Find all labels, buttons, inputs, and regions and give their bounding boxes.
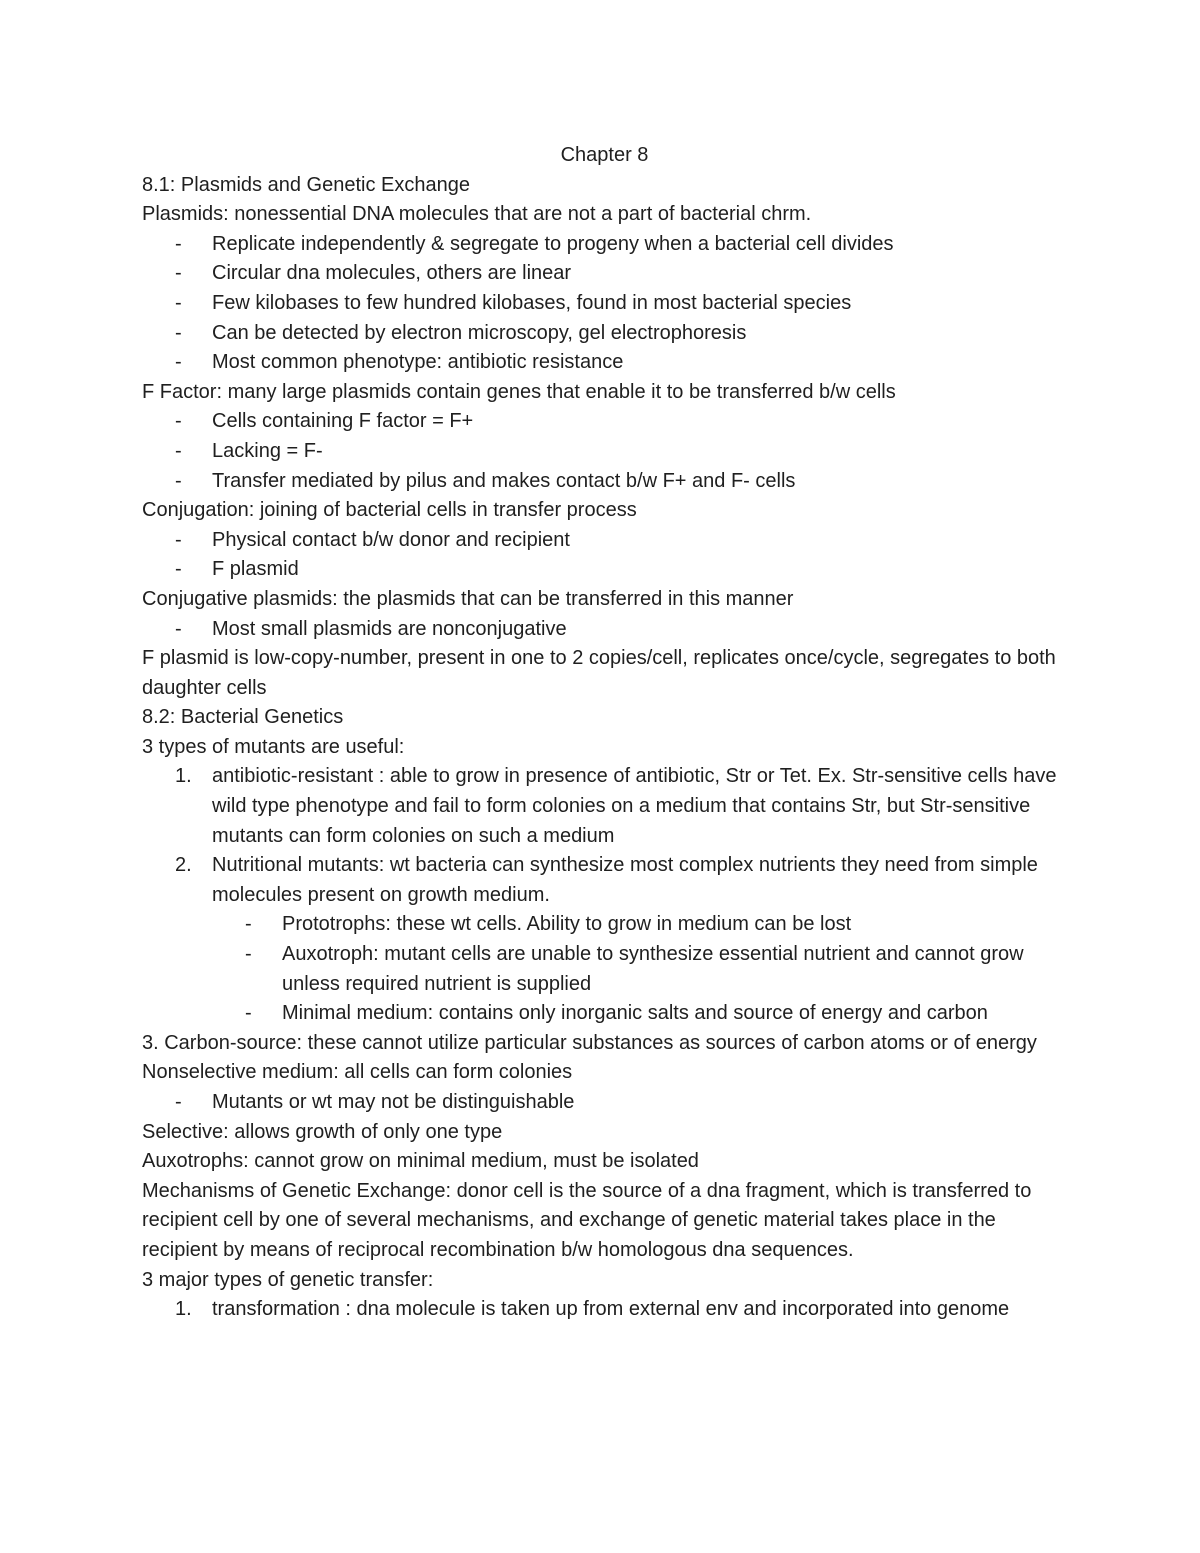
bullet-marker: - <box>175 528 182 551</box>
numbered-item <box>142 762 1067 851</box>
notes-list <box>142 171 1067 1325</box>
bullet-text: F plasmid <box>212 558 299 581</box>
paragraph: Conjugation: joining of bacterial cells in transfer process <box>142 499 637 522</box>
numbered-text: antibiotic-resistant : able to grow in presence of antibiotic, Str or Tet. Ex. Str-sensitive cells have wild type phenotype and fail to form colonies on a medium that contains Str, but Str-sensitive mutants can form colonies on such a medium <box>212 765 1057 847</box>
paragraph: Selective: allows growth of only one type <box>142 1120 503 1143</box>
bullet-marker: - <box>245 943 252 966</box>
bullet-text: Lacking = F- <box>212 439 323 462</box>
bullet-text: Prototrophs: these wt cells. Ability to grow in medium can be lost <box>282 913 852 936</box>
bullet-marker: - <box>175 321 182 344</box>
numbered-item-unindented: 3. Carbon-source: these cannot utilize particular substances as sources of carbon atoms or of energy <box>142 1031 1037 1054</box>
bullet-marker: - <box>175 1091 182 1113</box>
bullet-marker: - <box>175 262 182 285</box>
paragraph: Conjugative plasmids: the plasmids that can be transferred in this manner <box>142 587 794 610</box>
bullet-text: Circular dna molecules, others are linear <box>212 262 572 285</box>
bullet-item <box>142 437 1067 467</box>
bullet-text: Transfer mediated by pilus and makes contact b/w F+ and F- cells <box>212 469 796 492</box>
number-marker: 1. <box>175 1298 192 1321</box>
bullet-marker: - <box>175 469 182 492</box>
page-title: Chapter 8 <box>560 144 649 166</box>
sub-bullet-item <box>142 940 1067 999</box>
bullet-item <box>142 348 1067 378</box>
numbered-text: Nutritional mutants: wt bacteria can synthesize most complex nutrients they need from simple molecules present on growth medium. <box>212 854 1038 906</box>
bullet-marker: - <box>175 439 182 462</box>
bullet-marker: - <box>175 558 182 581</box>
bullet-item <box>142 319 1067 349</box>
bullet-marker: - <box>175 291 182 314</box>
sub-bullet-item <box>142 910 1067 940</box>
paragraph: 3 types of mutants are useful: <box>142 735 405 758</box>
bullet-text: Few kilobases to few hundred kilobases, found in most bacterial species <box>212 291 852 314</box>
bullet-marker: - <box>175 351 182 374</box>
bullet-marker: - <box>175 232 182 255</box>
bullet-item <box>142 467 1067 497</box>
bullet-marker: - <box>245 913 252 936</box>
bullet-item <box>142 289 1067 319</box>
bullet-item <box>142 407 1067 437</box>
document-body <box>142 141 1067 1325</box>
bullet-text: Physical contact b/w donor and recipient <box>212 528 570 551</box>
bullet-item <box>142 230 1067 260</box>
paragraph: Plasmids: nonessential DNA molecules that are not a part of bacterial chrm. <box>142 203 812 226</box>
bullet-item <box>142 1088 1067 1118</box>
numbered-item <box>142 851 1067 910</box>
bullet-text: Most common phenotype: antibiotic resistance <box>212 351 624 374</box>
bullet-item <box>142 615 1067 645</box>
number-marker: 1. <box>175 765 192 788</box>
paragraph: Auxotrophs: cannot grow on minimal medium, must be isolated <box>142 1150 699 1173</box>
bullet-text: Mutants or wt may not be distinguishable <box>212 1091 575 1113</box>
bullet-item <box>142 526 1067 556</box>
numbered-text: transformation : dna molecule is taken up from external env and incorporated into genome <box>212 1298 1010 1321</box>
bullet-text: Can be detected by electron microscopy, gel electrophoresis <box>212 321 747 344</box>
bullet-item <box>142 259 1067 289</box>
paragraph: 3 major types of genetic transfer: <box>142 1268 434 1291</box>
numbered-item <box>142 1295 1067 1325</box>
bullet-text: Cells containing F factor = F+ <box>212 410 474 433</box>
paragraph: F Factor: many large plasmids contain genes that enable it to be transferred b/w cells <box>142 380 896 403</box>
bullet-text: Replicate independently & segregate to progeny when a bacterial cell divides <box>212 232 894 255</box>
paragraph: 8.2: Bacterial Genetics <box>142 706 344 729</box>
paragraph: Nonselective medium: all cells can form colonies <box>142 1061 573 1084</box>
bullet-text: Most small plasmids are nonconjugative <box>212 617 567 640</box>
sub-bullet-item <box>142 999 1067 1029</box>
bullet-marker: - <box>175 617 182 640</box>
paragraph: F plasmid is low-copy-number, present in one to 2 copies/cell, replicates once/cycle, segregates to both daughter cells <box>142 647 1056 699</box>
bullet-text: Auxotroph: mutant cells are unable to synthesize essential nutrient and cannot grow unless required nutrient is supplied <box>282 943 1024 995</box>
number-marker: 2. <box>175 854 192 877</box>
bullet-marker: - <box>175 410 182 433</box>
paragraph: Mechanisms of Genetic Exchange: donor cell is the source of a dna fragment, which is transferred to recipient cell by one of several mechanisms, and exchange of genetic material takes place in the recipient by means of reciprocal recombination b/w homologous dna sequences. <box>142 1179 1032 1261</box>
bullet-item <box>142 555 1067 585</box>
bullet-marker: - <box>245 1002 252 1025</box>
paragraph: 8.1: Plasmids and Genetic Exchange <box>142 173 470 196</box>
bullet-text: Minimal medium: contains only inorganic salts and source of energy and carbon <box>282 1002 988 1025</box>
